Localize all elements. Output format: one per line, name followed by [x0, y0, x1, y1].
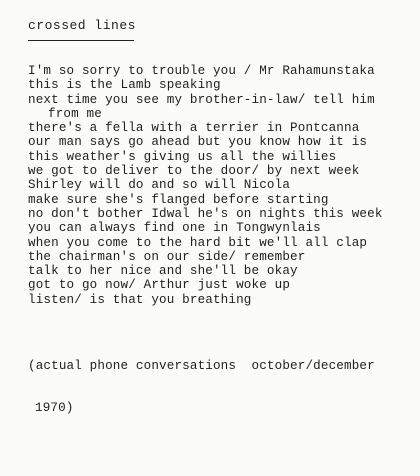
poem-line: got to go now/ Arthur just woke up — [28, 278, 291, 293]
poem-line: you can always find one in Tongwynlais — [28, 221, 321, 236]
poem-line: our man says go ahead but you know how it is — [28, 135, 368, 150]
poem-line: next time you see my brother-in-law/ tell him — [28, 92, 375, 107]
poem-body — [28, 64, 383, 307]
poem-line: we got to deliver to the door/ by next week — [28, 164, 360, 179]
poem-line: I'm so sorry to trouble you / Mr Rahamunstaka — [28, 64, 375, 78]
poem-line: there's a fella with a terrier in Pontcanna — [28, 121, 360, 136]
poem-line: make sure she's flanged before starting — [28, 192, 329, 207]
poem-line: this weather's giving us all the willies — [28, 149, 337, 164]
poem-line: from me — [48, 106, 102, 121]
poem-line: listen/ is that you breathing — [28, 292, 252, 307]
poem-title: crossed lines — [28, 18, 136, 33]
poem-line: Shirley will do and so will Nicola — [28, 178, 291, 193]
source-note-line: (actual phone conversations october/december — [28, 358, 375, 373]
title-underline — [28, 40, 134, 41]
poem-line: no don't bother Idwal he's on nights this week — [28, 206, 383, 221]
poem-line: when you come to the hard bit we'll all clap — [28, 235, 368, 250]
poem-line: this is the Lamb speaking — [28, 78, 221, 93]
source-note-year: 1970) — [35, 401, 74, 416]
poem-line: the chairman's on our side/ remember — [28, 249, 306, 264]
poem-line: talk to her nice and she'll be okay — [28, 264, 298, 279]
source-note — [28, 330, 375, 430]
